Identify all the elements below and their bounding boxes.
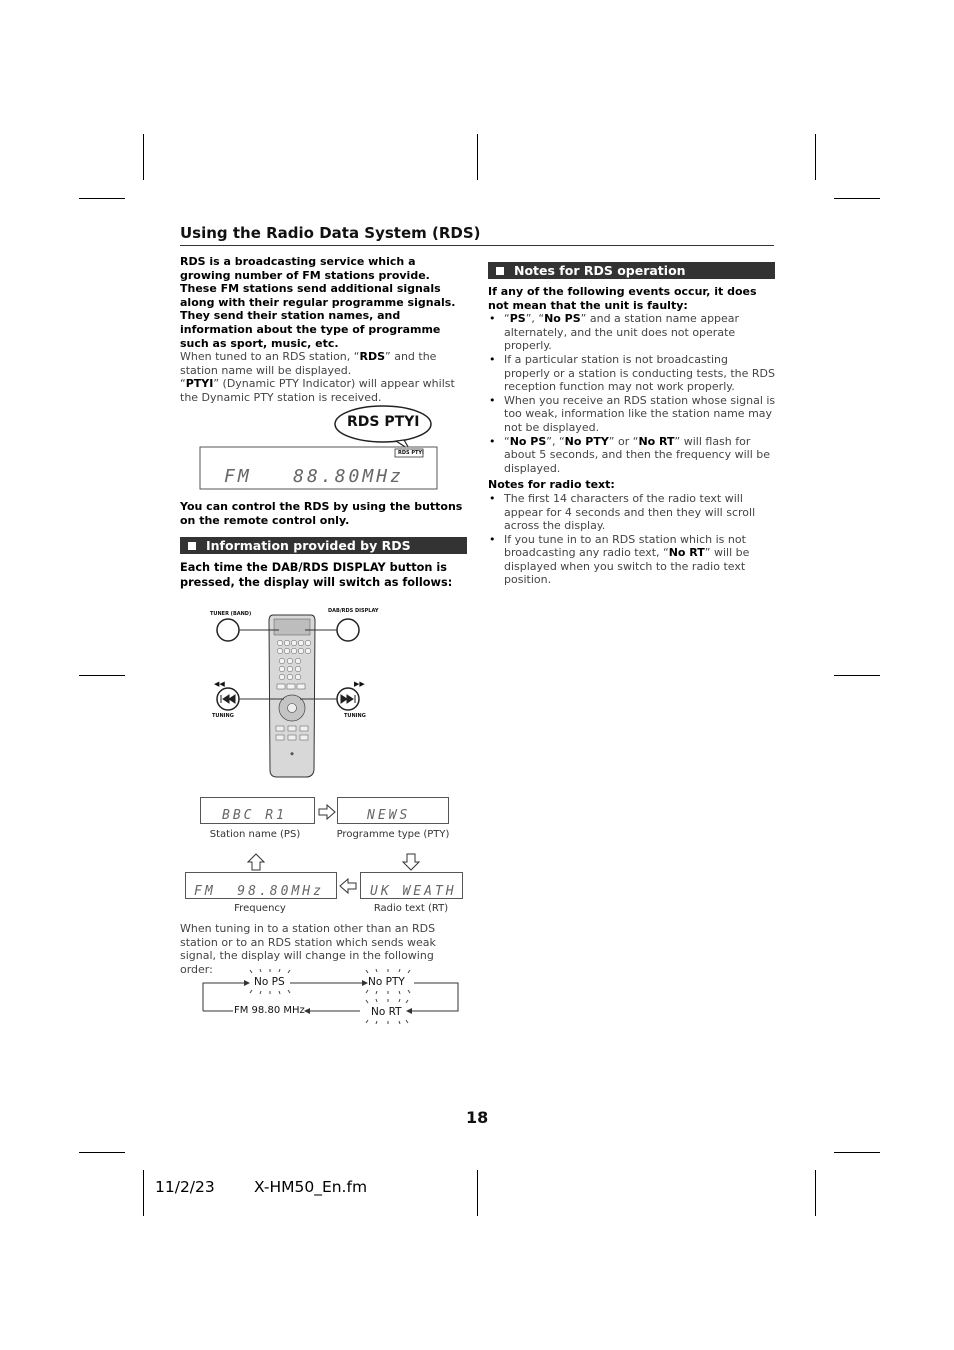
- rds-notes-list: [488, 312, 776, 475]
- list-item: • “PS”, “No PS” and a station name appear alternately, and the unit does not operate properly.: [488, 312, 776, 353]
- rewind-icon: ◀◀: [214, 680, 225, 688]
- footer-date: 11/2/23: [155, 1178, 215, 1196]
- rds-ptyi-badge: RDS PTYI: [398, 450, 424, 456]
- rds-ptyi-bubble-text: RDS PTYI: [347, 414, 420, 430]
- lcd-pty-text: NEWS: [367, 808, 411, 823]
- flow-no-pty: No PTY: [368, 976, 405, 988]
- page-number: 18: [466, 1108, 489, 1127]
- weak-signal-note: When tuning in to a station other than an RDS station or to an RDS station which sends weak signal, the display will change in the following order:: [180, 922, 436, 976]
- crop-mark: [834, 1152, 880, 1153]
- section-info-bar: Information provided by RDS: [180, 537, 467, 554]
- caption-ps: Station name (PS): [209, 829, 301, 840]
- footer-filename: X-HM50_En.fm: [254, 1178, 368, 1196]
- crop-mark: [79, 675, 125, 676]
- crop-mark: [815, 134, 816, 180]
- crop-mark: [834, 198, 880, 199]
- title-rule: [180, 245, 774, 246]
- square-bullet-icon: [496, 267, 504, 275]
- flow-no-rt: No RT: [371, 1006, 402, 1018]
- list-item: • The first 14 characters of the radio text will appear for 4 seconds and then they will scroll across the display.: [488, 492, 776, 533]
- notes-lead: If any of the following events occur, it does not mean that the unit is faulty:: [488, 285, 757, 312]
- remote-note: You can control the RDS by using the buttons on the remote control only.: [180, 500, 463, 527]
- fast-forward-icon: ▶▶: [354, 680, 365, 688]
- caption-pty: Programme type (PTY): [336, 829, 450, 840]
- flow-no-ps: No PS: [254, 976, 285, 988]
- crop-mark: [834, 675, 880, 676]
- caption-radio-text: Radio text (RT): [373, 903, 449, 914]
- intro-bold: RDS is a broadcasting service which a growing number of FM stations provide. These FM stations send additional signals along with their regular programme signals. They send their station names, and information about the type of programme such as sport, music, etc.: [180, 255, 456, 350]
- lcd-freq-text: FM 98.80MHz: [194, 884, 324, 899]
- intro-block: [180, 255, 466, 405]
- crop-mark: [79, 198, 125, 199]
- lcd-rt-text: UK WEATH: [370, 884, 457, 899]
- crop-mark: [477, 134, 478, 180]
- crop-mark: [143, 1170, 144, 1216]
- intro-p1: When tuned to an RDS station, “RDS” and the station name will be displayed.: [180, 350, 437, 377]
- info-lead: Each time the DAB/RDS DISPLAY button is pressed, the display will switch as follows:: [180, 561, 453, 589]
- list-item: • “No PS”, “No PTY” or “No RT” will flash for about 5 seconds, and then the frequency will be displayed.: [488, 435, 776, 476]
- tuner-band-label: TUNER (BAND): [210, 611, 252, 617]
- crop-mark: [477, 1170, 478, 1216]
- lcd-ps-text: BBC R1: [222, 808, 287, 823]
- tuning-right-label: TUNING: [344, 713, 366, 719]
- list-item: • If you tune in to an RDS station which is not broadcasting any radio text, “No RT” will be displayed when you switch to the radio text position.: [488, 533, 776, 587]
- sequence-arrows: [180, 800, 470, 900]
- radio-text-notes-list: [488, 492, 776, 587]
- section-notes-bar: Notes for RDS operation: [488, 262, 775, 279]
- crop-mark: [815, 1170, 816, 1216]
- no-signal-flow-diagram: [200, 965, 462, 1025]
- crop-mark: [79, 1152, 125, 1153]
- dab-rds-display-label: DAB/RDS DISPLAY: [328, 608, 379, 614]
- intro-p2: “PTYI” (Dynamic PTY Indicator) will appear whilst the Dynamic PTY station is received.: [180, 377, 455, 404]
- list-item: • When you receive an RDS station whose signal is too weak, information like the station name may not be displayed.: [488, 394, 776, 435]
- square-bullet-icon: [188, 542, 196, 550]
- radio-text-heading: Notes for radio text:: [488, 478, 615, 492]
- svg-text:◆: ◆: [290, 751, 294, 757]
- flow-frequency: FM 98.80 MHz: [234, 1005, 305, 1016]
- lcd-frequency: FM 88.80MHz: [224, 466, 404, 487]
- caption-frequency: Frequency: [234, 903, 286, 914]
- crop-mark: [143, 134, 144, 180]
- tuning-left-label: TUNING: [212, 713, 234, 719]
- remote-control-illustration: [205, 605, 375, 785]
- notes-block: [488, 285, 776, 587]
- list-item: • If a particular station is not broadcasting properly or a station is conducting tests, the RDS reception function may not work properly.: [488, 353, 776, 394]
- page-title: Using the Radio Data System (RDS): [180, 224, 481, 242]
